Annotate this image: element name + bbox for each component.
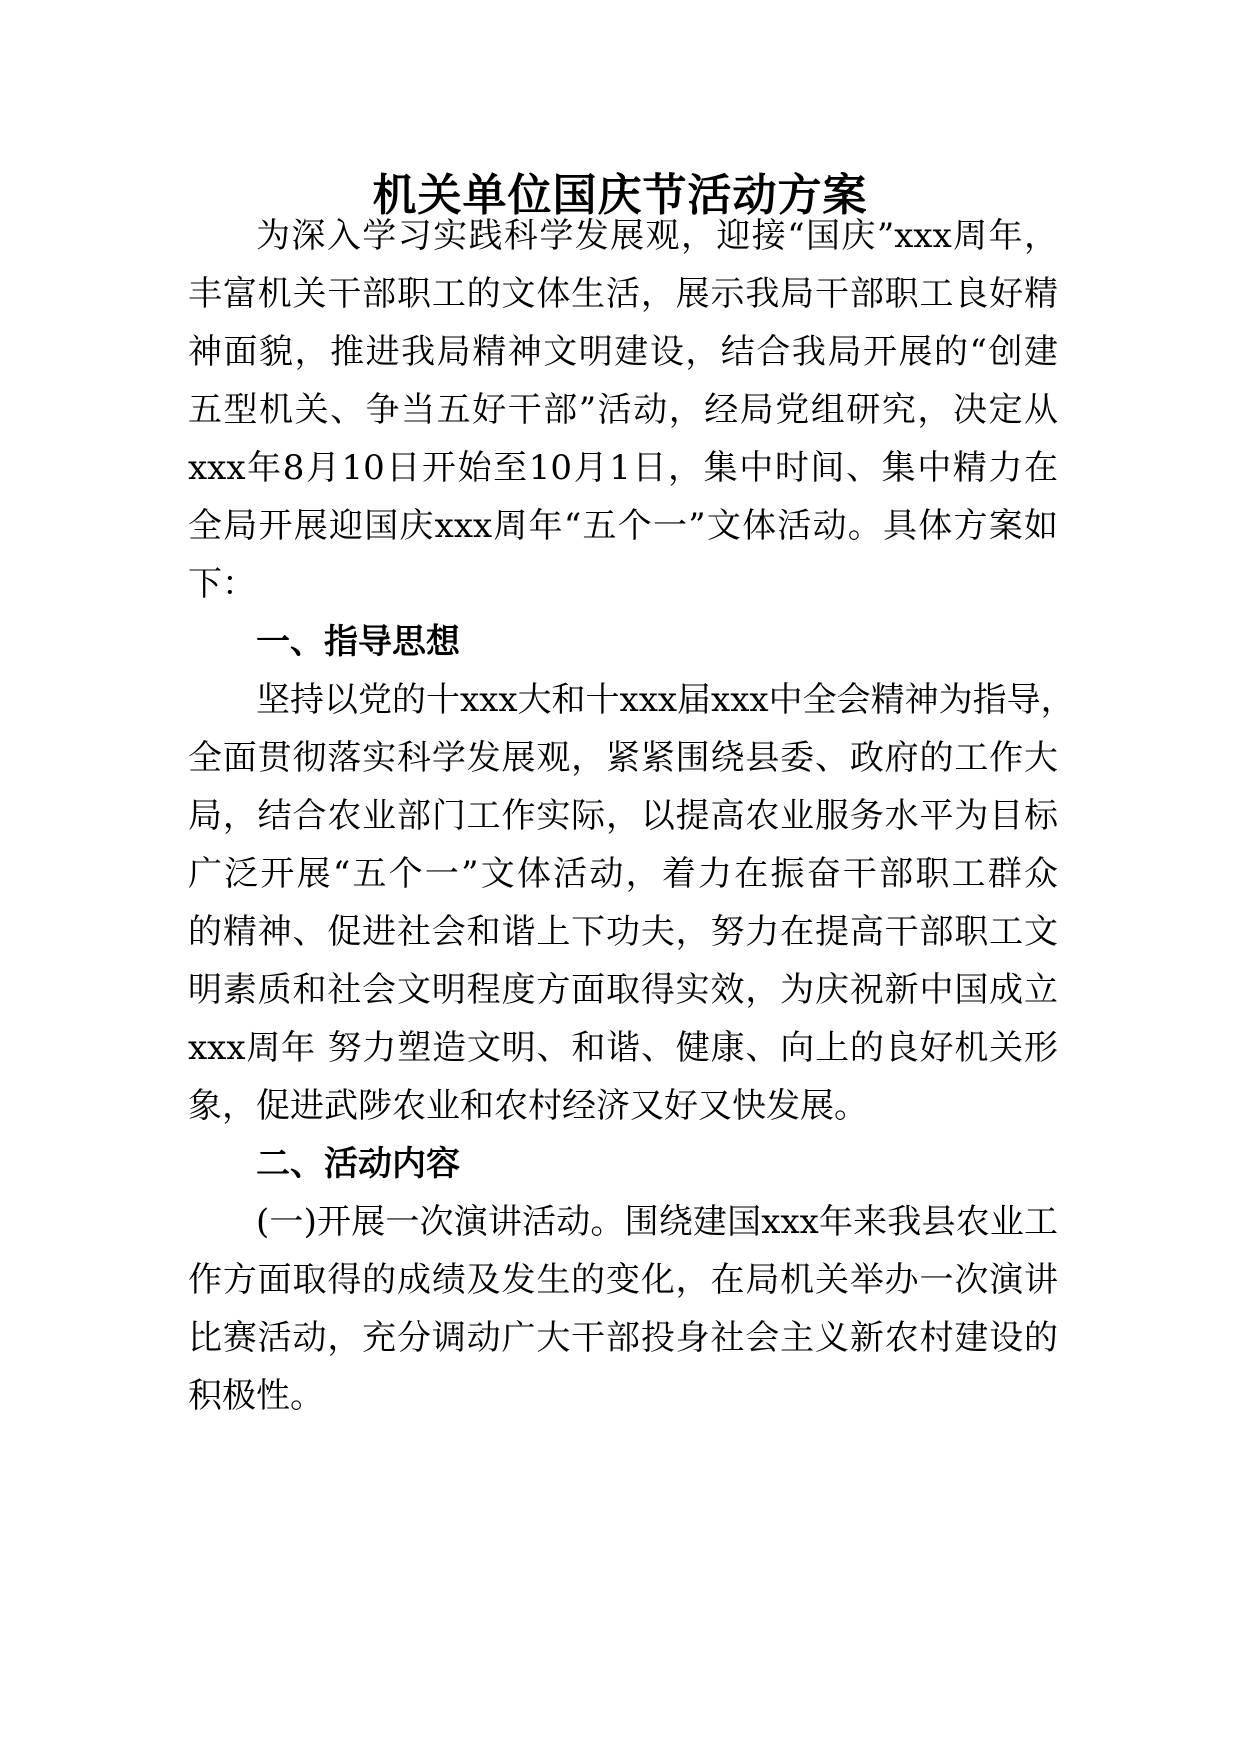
paragraph-line: xxx周年 努力塑造文明、和谐、健康、向上的良好机关形 — [188, 1028, 1058, 1068]
paragraph-line: xxx年8月10日开始至10月1日，集中时间、集中精力在 — [188, 448, 1058, 488]
paragraph-line: (一)开展一次演讲活动。围绕建国xxx年来我县农业工 — [256, 1202, 1058, 1242]
section-heading: 二、活动内容 — [256, 1144, 460, 1184]
paragraph-line: 作方面取得的成绩及发生的变化，在局机关举办一次演讲 — [188, 1260, 1058, 1300]
paragraph-line: 的精神、促进社会和谐上下功夫，努力在提高干部职工文 — [188, 912, 1058, 952]
document-title: 机关单位国庆节活动方案 — [372, 170, 868, 221]
paragraph-line: 下： — [188, 564, 256, 604]
section-heading: 一、指导思想 — [256, 622, 460, 662]
paragraph-line: 全面贯彻落实科学发展观，紧紧围绕县委、政府的工作大 — [188, 738, 1058, 778]
paragraph-line: 广泛开展“五个一”文体活动，着力在振奋干部职工群众 — [188, 854, 1058, 894]
paragraph-line: 丰富机关干部职工的文体生活，展示我局干部职工良好精 — [188, 274, 1058, 314]
paragraph-line: 明素质和社会文明程度方面取得实效，为庆祝新中国成立 — [188, 970, 1058, 1010]
paragraph-line: 神面貌，推进我局精神文明建设，结合我局开展的“创建 — [188, 332, 1058, 372]
paragraph-line: 为深入学习实践科学发展观，迎接“国庆”xxx周年， — [256, 216, 1058, 256]
paragraph-line: 象，促进武陟农业和农村经济又好又快发展。 — [188, 1086, 868, 1126]
paragraph-line: 坚持以党的十xxx大和十xxx届xxx中全会精神为指导， — [256, 680, 1075, 720]
paragraph-line: 五型机关、争当五好干部”活动，经局党组研究，决定从 — [188, 390, 1058, 430]
paragraph-line: 比赛活动，充分调动广大干部投身社会主义新农村建设的 — [188, 1318, 1058, 1358]
paragraph-line: 全局开展迎国庆xxx周年“五个一”文体活动。具体方案如 — [188, 506, 1058, 546]
paragraph-line: 积极性。 — [188, 1376, 324, 1416]
paragraph-line: 局，结合农业部门工作实际，以提高农业服务水平为目标 — [188, 796, 1058, 836]
